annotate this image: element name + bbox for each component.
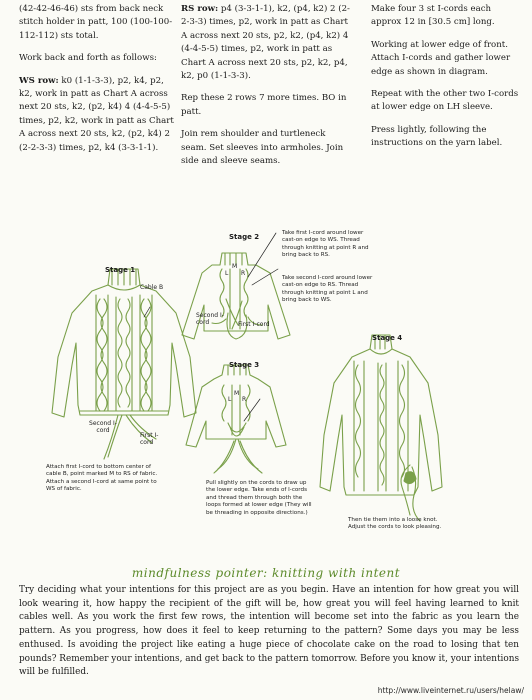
instructions-column-2 <box>181 3 351 177</box>
stage-4-note: Then tie them into a loose knot. Adjust the cords to look pleasing. <box>348 517 442 531</box>
row-text: p4 (3-3-1-1), k2, (p4, k2) 2 (2-2-3-3) times, p2, work in patt as Chart A across next 20 sts, p2, k2, (p4, k2) 4 (4-4-5-5) times, p2, work in patt as Chart A across next 20 sts, p2, k2, p4, k2, p0 (1-1-3-3). <box>181 4 350 82</box>
stage-1-note: Attach first I-cord to bottom center of cable B, point marked M to RS of fabric. Attach a second I-cord at same point to WS of fabric. <box>46 464 158 493</box>
watermark-url: http://www.liveinternet.ru/users/helaw/ <box>377 686 524 695</box>
instructions-column-1 <box>19 3 177 164</box>
stage-1-label: Stage 1 <box>105 266 136 274</box>
instruction-paragraph: (42-42-46-46) sts from back neck stitch holder in patt, 100 (100-100-112-112) sts total. <box>19 4 173 41</box>
first-icord-label: First I-cord <box>238 321 270 328</box>
point-r-label: R <box>241 270 246 277</box>
stage-1-sweater-illustration <box>52 269 196 459</box>
point-r-label: R <box>242 396 247 403</box>
mindfulness-paragraph: Try deciding what your intentions for this project are as you begin. Have an intention for how great you will look wearing it, how happy the recipient of the gift will be, how great you will feel having learned to knit cables well. As you work the first few rows, the intention will become set into the fabric as you learn the pattern. As you progress, how does it feel to keep returning to the pattern? Some days you may be less enthused. Is avoiding the project like eating a huge piece of chocolate cake on the road to losing that ten pounds? Remember your intentions, and get back to the pattern tomorrow. Before you know it, your intentions will be fulfilled. <box>19 585 519 678</box>
point-l-label: L <box>228 396 232 403</box>
mindfulness-pointer-title: mindfulness pointer: knitting with intent <box>131 566 401 580</box>
stage-4-sweater-illustration <box>320 335 442 521</box>
first-icord-label: First I-cord <box>140 432 159 446</box>
instruction-paragraph: Repeat with the other two I-cords at lower edge on LH sleeve. <box>371 89 519 113</box>
point-m-label: M <box>232 263 238 270</box>
row-text: k0 (1-1-3-3), p2, k4, p2, k2, work in patt as Chart A across next 20 sts, k2, (p2, k4) 4 (4-4-5-5) times, p2, k2, work in patt as Chart A across next 20 sts, k2, (p2, k4) 2 (2-2-3-3) times, p2, k4 (3-3-1-1). <box>19 75 174 153</box>
instruction-paragraph: Work back and forth as follows: <box>19 53 157 64</box>
cable-b-label: Cable B <box>140 284 164 291</box>
stage-3-label: Stage 3 <box>229 361 260 369</box>
stage-2-note-first-icord: Take first I-cord around lower cast-on edge to WS. Thread through knitting at point R and bring back to RS. <box>282 230 369 259</box>
instruction-paragraph: Working at lower edge of front. Attach I-cords and gather lower edge as shown in diagram. <box>371 39 511 77</box>
instruction-paragraph: Join rem shoulder and turtleneck seam. Set sleeves into armholes. Join side and sleeve seams. <box>181 129 344 167</box>
instructions-column-3 <box>371 3 521 160</box>
point-l-label: L <box>225 270 229 277</box>
second-icord-label: Second I-cord <box>196 312 224 326</box>
stage-3-note: Pull slightly on the cords to draw up the lower edge. Take ends of I-cords and thread them through both the loops formed at lower edge (They will be threading in opposite directions.) <box>206 480 312 516</box>
instruction-paragraph: Rep these 2 rows 7 more times. BO in patt. <box>181 93 347 117</box>
second-icord-label: Second I-cord <box>89 420 117 434</box>
stage-4-label: Stage 4 <box>372 334 403 342</box>
stage-3-illustration <box>186 365 286 473</box>
point-m-label: M <box>234 390 240 397</box>
instruction-paragraph <box>181 3 351 83</box>
instruction-paragraph <box>19 75 177 155</box>
row-label: WS row: <box>19 75 59 86</box>
stage-2-note-second-icord: Take second I-cord around lower cast-on edge to RS. Thread through knitting at point L and bring back to WS. <box>282 275 373 304</box>
instruction-paragraph: Make four 3 st I-cords each approx 12 in [30.5 cm] long. <box>371 4 495 28</box>
row-label: RS row: <box>181 4 219 14</box>
stage-2-label: Stage 2 <box>229 233 260 241</box>
instruction-paragraph: Press lightly, following the instructions on the yarn label. <box>371 124 503 149</box>
